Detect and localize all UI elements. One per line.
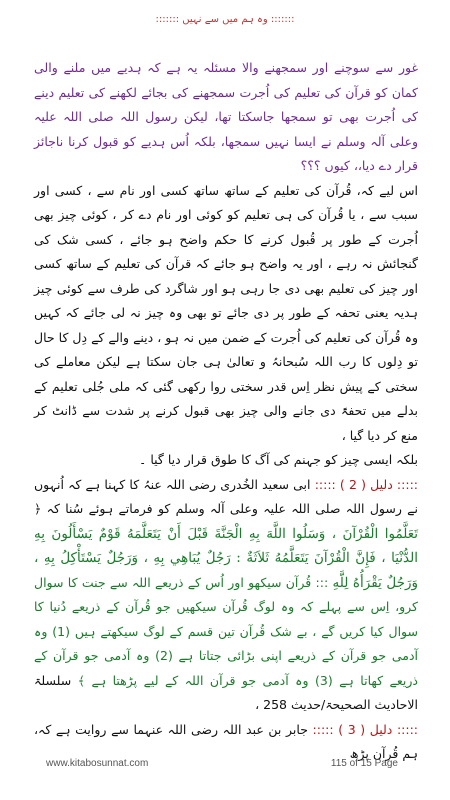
intro-paragraph: غور سے سوچنے اور سمجھنے والا مسئلہ یہ ہے کہ ہدیے میں ملنے والی کمان کو قرآن کی تعلیم کی اُجرت سمجھنے کی بجائے لکھنے کی تعلیم دینے کی اُجرت بھی تو سمجھا جاسکتا تھا، لیکن رسول اللہ صلی اللہ علیہ وعلی آلہ وسلم نے ایسا نہیں سمجھا، بلکہ اُس ہدیے کو قبول کرنا ناجائز قرار دے دیا،، کیوں ؟؟؟ xyxy=(34,60,418,173)
hadith-reference: سلسلۃ الاحادیث الصحیحۃ/حدیث 258 ، xyxy=(34,672,418,712)
hadith-translation: ::: قُرآن سیکھو اور اُس کے ذریعے اللہ سے جنت کا سوال کرو، اِس سے پہلے کہ وہ لوگ قُرآن سیکھیں جو قُرآن کے ذریعے دُنیا کا سوال کیا کریں گے ، بے شک قُرآن تین قسم کے لوگ سیکھتے ہیں (1) وہ آدمی جو قرآن کے ذریعے اپنی بڑائی جتاتا ہے (2) وہ آدمی جو قرآن کے ذریعے کھاتا ہے (3) وہ آدمی جو قرآن اللہ کے لیے پڑھتا ہے ﴾ xyxy=(34,574,418,688)
page-footer xyxy=(0,758,450,776)
hadith-arabic-text: تَعَلَّمُوا الْقُرْآنَ ، وَسَلُوا اللَّهَ بِهِ الْجَنَّةَ قَبْلَ أَنْ يَتَعَلَّمَهُ قَوْمٌ يَسْأَلُونَ بِهِ الدُّنْيَا ، فَإِنَّ الْقُرْآنَ يَتَعَلَّمُهُ ثَلاَثَةٌ : رَجُلٌ يُبَاهِي بِهِ ، وَرَجُلٌ يَسْتَأْكِلُ بِهِ ، وَرَجُلٌ يَقْرَأُهُ لِلَّهِ xyxy=(34,525,418,591)
explanation-paragraph: اس لیے کہ، قُرآن کی تعلیم کے ساتھ ساتھ کسی اور نام سے ، کسی اور سبب سے ، یا قُرآن کی ہی تعلیم کو کوئی اور نام دے کر ، کوئی چیز بھی اُجرت کے طور پر قُبول کرنے کا حکم واضح ہو جائے ، کسی شک کی گنجائش نہ رہے ، اور یہ واضح ہو جائے کہ قرآن کی تعلیم کے ساتھ کسی اور چیز کی تعلیم بھی دی جا رہی ہو اور شاگرد کی طرف سے کوئی چیز ہدیہ یعنی تحفہ کے طور پر دی جائے تو بھی وہ چیز نہ لی جائے کہ کہیں وہ قُرآن کی تعلیم کی اُجرت کے ضمن میں نہ ہو ، دینے والے کے دِل کا حال تو دِلوں کا رب اللہ سُبحانہُ و تعالیٰ ہی جان سکتا ہے لیکن معاملے کی سختی کے پیش نظر اِس قدر سختی روا رکھی گئی کہ ملی جُلی تعلیم کے بدلے میں تحفۃً دی جانے والی چیز بھی قبول کرنے پر شدت سے ڈانٹ کر منع کر دیا گیا ، xyxy=(34,182,418,443)
evidence-2-label: ::::: دلیل ( 2 ) ::::: xyxy=(314,476,418,492)
evidence-3-label: ::::: دلیل ( 3 ) ::::: xyxy=(312,721,418,737)
evidence-3-narration: جابر بن عبد اللہ رضی اللہ عنہما سے روایت ہے کہ، ہم قُرآن پڑھ xyxy=(34,721,418,761)
footer-website: www.kitabosunnat.com xyxy=(46,758,149,769)
document-body xyxy=(34,56,418,761)
page-header: ::::::: وہ ہم میں سے نہیں ::::::: xyxy=(155,14,295,25)
conclusion-line: بلکہ ایسی چیز کو جہنم کی آگ کا طوق قرار دیا گیا ۔ xyxy=(139,452,418,467)
footer-page-number: 115 of 15 Page xyxy=(330,758,398,769)
evidence-2-narration: ابی سعید الخُدری رضی اللہ عنہُ کا کہنا ہے کہ اُنہوں نے رسول اللہ صلی اللہ علیہ وعلی آلہ وسلم کو فرماتے ہوئے سُنا کہ ﴿ xyxy=(34,476,418,516)
evidence-2-paragraph xyxy=(34,473,418,718)
